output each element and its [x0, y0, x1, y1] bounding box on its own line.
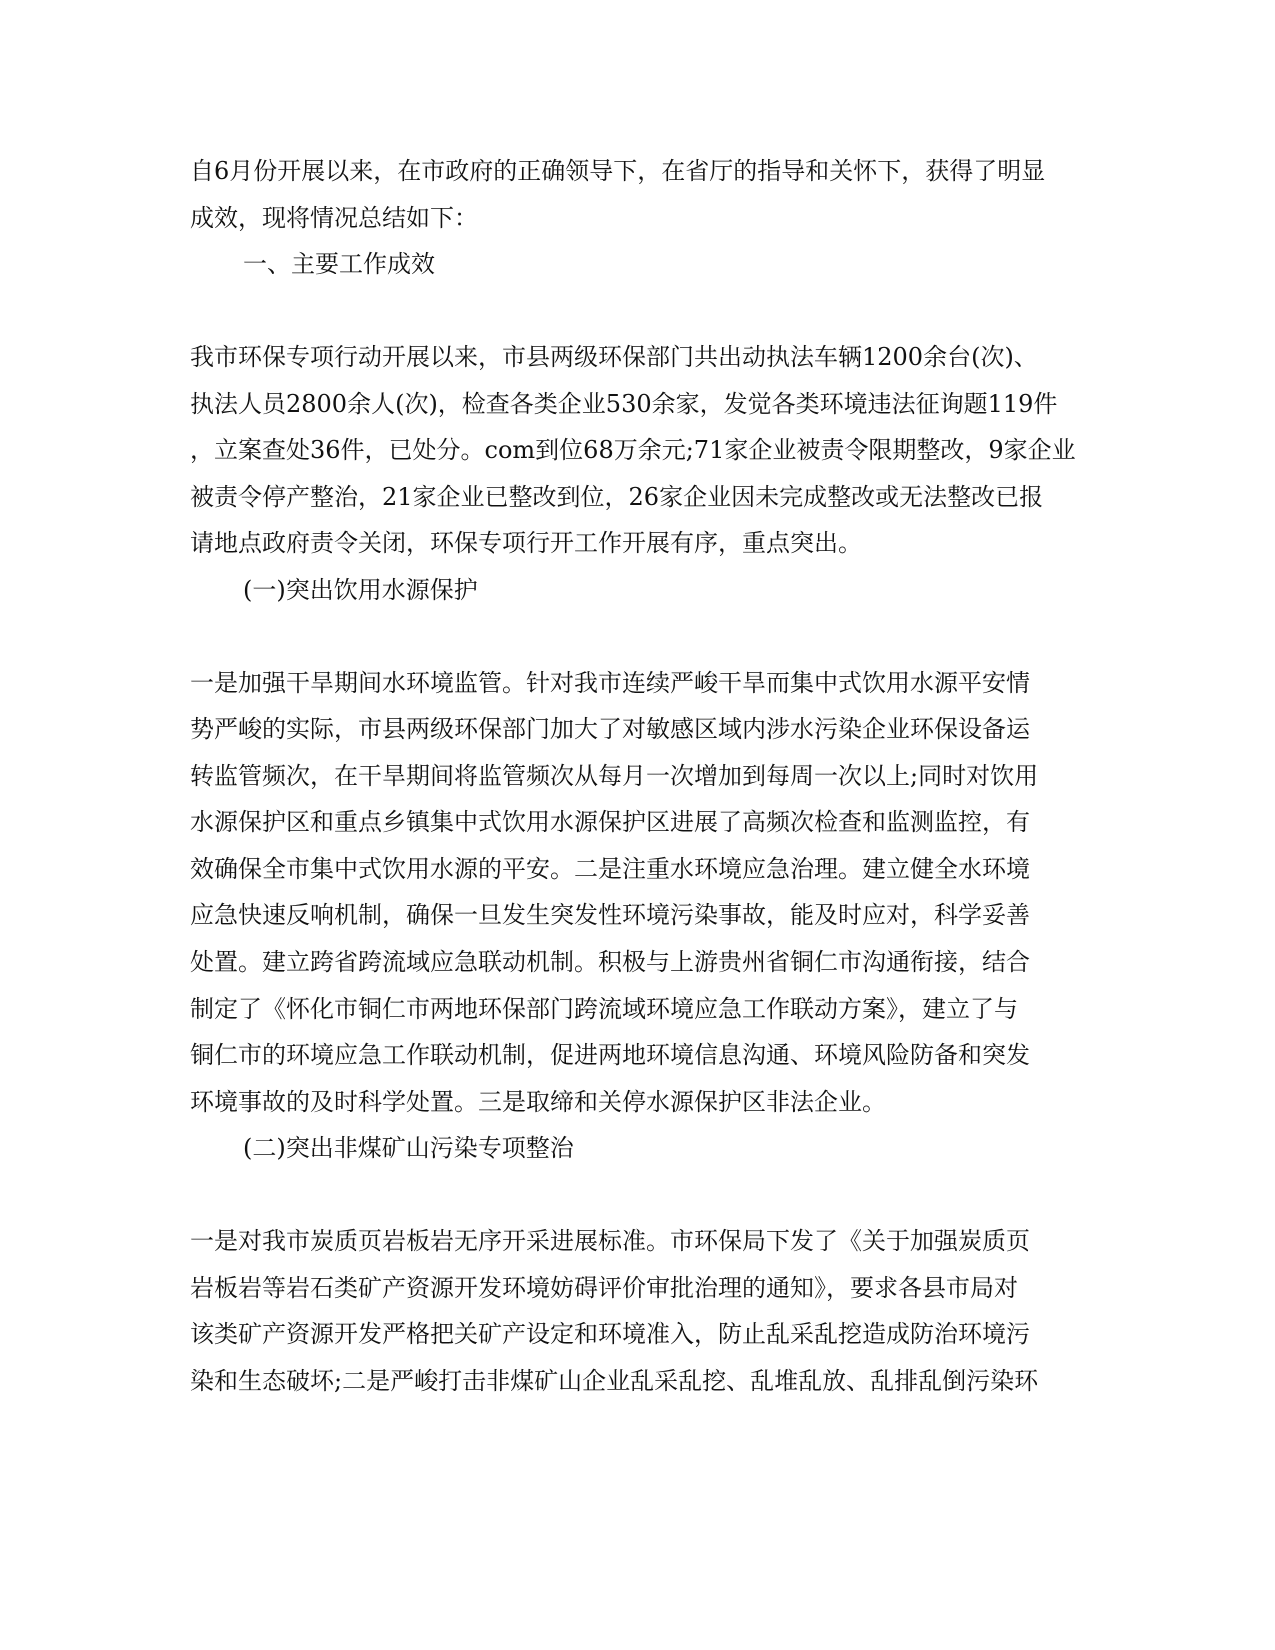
paragraph-line: 转监管频次，在干旱期间将监管频次从每月一次增加到每周一次以上;同时对饮用 — [190, 762, 1039, 790]
paragraph-line: 一是加强干旱期间水环境监管。针对我市连续严峻干旱而集中式饮用水源平安情 — [190, 669, 1030, 697]
paragraph-line: 该类矿产资源开发严格把关矿产设定和环境准入，防止乱采乱挖造成防治环境污 — [190, 1320, 1030, 1348]
section-heading: 一、主要工作成效 — [243, 250, 435, 278]
paragraph-line: 效确保全市集中式饮用水源的平安。二是注重水环境应急治理。建立健全水环境 — [190, 855, 1030, 883]
paragraph-line: 一是对我市炭质页岩板岩无序开采进展标准。市环保局下发了《关于加强炭质页 — [190, 1227, 1030, 1255]
paragraph-line: 岩板岩等岩石类矿产资源开发环境妨碍评价审批治理的通知》，要求各县市局对 — [190, 1274, 1018, 1302]
paragraph-line: 应急快速反响机制，确保一旦发生突发性环境污染事故，能及时应对，科学妥善 — [190, 901, 1030, 929]
paragraph-line: 势严峻的实际，市县两级环保部门加大了对敏感区域内涉水污染企业环保设备运 — [190, 715, 1030, 743]
paragraph-line: 铜仁市的环境应急工作联动机制，促进两地环境信息沟通、环境风险防备和突发 — [190, 1041, 1030, 1069]
paragraph-line: 被责令停产整治，21家企业已整改到位，26家企业因未完成整改或无法整改已报 — [190, 483, 1044, 511]
paragraph-line: 染和生态破坏;二是严峻打击非煤矿山企业乱采乱挖、乱堆乱放、乱排乱倒污染环 — [190, 1367, 1039, 1395]
subsection-heading: (二)突出非煤矿山污染专项整治 — [243, 1134, 574, 1162]
intro-line: 自6月份开展以来，在市政府的正确领导下，在省厅的指导和关怀下，获得了明显 — [190, 157, 1046, 185]
paragraph-line: ，立案查处36件，已处分。com到位68万余元;71家企业被责令限期整改，9家企业 — [190, 436, 1076, 464]
intro-line: 成效，现将情况总结如下： — [190, 204, 478, 232]
paragraph-line: 执法人员2800余人(次)，检查各类企业530余家，发觉各类环境违法征询题119件 — [190, 390, 1058, 418]
paragraph-line: 请地点政府责令关闭，环保专项行开工作开展有序，重点突出。 — [190, 529, 862, 557]
paragraph-line: 制定了《怀化市铜仁市两地环保部门跨流域环境应急工作联动方案》，建立了与 — [190, 995, 1018, 1023]
paragraph-line: 我市环保专项行动开展以来，市县两级环保部门共出动执法车辆1200余台(次)、 — [190, 343, 1038, 371]
subsection-heading: (一)突出饮用水源保护 — [243, 576, 478, 604]
paragraph-line: 环境事故的及时科学处置。三是取缔和关停水源保护区非法企业。 — [190, 1088, 886, 1116]
paragraph-line: 处置。建立跨省跨流域应急联动机制。积极与上游贵州省铜仁市沟通衔接，结合 — [190, 948, 1030, 976]
paragraph-line: 水源保护区和重点乡镇集中式饮用水源保护区进展了高频次检查和监测监控，有 — [190, 808, 1030, 836]
